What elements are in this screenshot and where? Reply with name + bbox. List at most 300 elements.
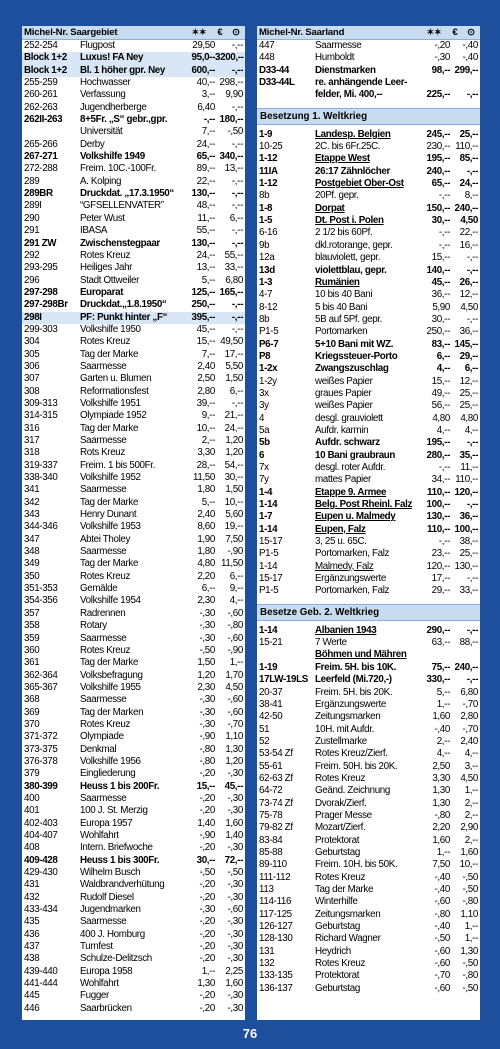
item-number: 446 (24, 1002, 40, 1014)
item-description: Volkshilfe 1949 (80, 151, 145, 163)
used-price: 2,90 (460, 822, 478, 834)
used-price: 36,-- (459, 326, 478, 338)
mint-price: 1,60 (432, 711, 450, 723)
item-number: P6-7 (259, 338, 279, 350)
used-price: 1,60 (225, 978, 243, 990)
item-description: graues Papier (315, 387, 372, 399)
list-item (22, 250, 245, 262)
mint-price: 11,50 (192, 472, 215, 484)
list-item (257, 724, 480, 736)
used-price: 100,-- (454, 523, 478, 535)
item-description: Rotes Kreuz (80, 336, 131, 348)
mint-price: 6,-- (436, 350, 450, 362)
item-description: Heydrich (315, 945, 351, 957)
item-number: 11IA (259, 165, 278, 177)
list-item (22, 608, 245, 620)
used-price: -,30 (227, 990, 243, 1002)
item-number: 73-74 Zf (259, 797, 293, 809)
item-number: 64-72 (259, 785, 283, 797)
mint-price: 63,-- (431, 637, 450, 649)
mint-price: -,20 (199, 1002, 215, 1014)
list-item (257, 203, 480, 215)
used-price: 38,-- (459, 536, 478, 548)
item-description: Dorpat (315, 202, 345, 214)
item-description: Denkmal (80, 743, 117, 755)
mint-price: -,60 (434, 982, 450, 994)
used-price: 19,-- (224, 521, 243, 533)
item-description: Rumänien (315, 276, 360, 288)
list-item (22, 805, 245, 817)
item-description: 2C. bis 6Fr.25C. (315, 141, 381, 153)
list-item (22, 299, 245, 311)
item-number (259, 89, 315, 101)
item-number: 8b (259, 190, 270, 202)
item-number: 298I (24, 311, 42, 323)
item-description: A. Kolping (80, 175, 122, 187)
list-item (257, 462, 480, 474)
list-item (257, 748, 480, 760)
mint-price: -,30 (199, 620, 215, 632)
mint-price: -,20 (199, 916, 215, 928)
mint-price: 3,30 (432, 772, 450, 784)
item-description: 5 bis 40 Bani (315, 301, 368, 313)
item-number: 136-137 (259, 982, 293, 994)
mint-price: -,20 (434, 40, 450, 51)
item-number: 358 (24, 620, 40, 632)
item-description: Mozart/Zierf. (315, 822, 366, 834)
list-item (22, 139, 245, 151)
item-description: Freim. 10C.-100Fr. (80, 163, 156, 175)
used-price: 240,-- (454, 661, 478, 673)
item-description: Rotes Kreuz (80, 644, 131, 656)
item-description: Prager Messe (315, 809, 372, 821)
item-number: 348 (24, 546, 40, 558)
mint-price: 4,-- (436, 424, 450, 436)
item-number: 13d (259, 264, 275, 276)
left-header (22, 26, 245, 40)
list-item (257, 388, 480, 400)
item-description: Wohlfahrt (80, 830, 119, 841)
used-price: -,40 (462, 40, 478, 51)
used-price: 36,-- (459, 511, 478, 523)
mint-price: 140,-- (426, 264, 450, 276)
list-item (22, 324, 245, 336)
list-item (257, 474, 480, 486)
item-number: 438 (24, 953, 40, 965)
list-item (257, 524, 480, 536)
list-item (22, 114, 245, 126)
list-item (257, 400, 480, 412)
mint-price: 40,-- (196, 77, 215, 89)
list-item (257, 983, 480, 995)
item-description: Tag der Marke (80, 422, 139, 434)
list-item (22, 262, 245, 274)
mint-price: 2,40 (197, 360, 215, 372)
used-price: 1,-- (464, 785, 478, 797)
mint-price: 1,90 (197, 533, 215, 545)
used-price: -,-- (466, 624, 478, 636)
list-item (22, 546, 245, 558)
used-price: -,50 (462, 884, 478, 895)
used-price: 165,-- (219, 286, 243, 298)
mint-price: 36,-- (431, 289, 450, 301)
used-price: 21,-- (224, 410, 243, 422)
item-description: blauviolett, gepr. (315, 252, 381, 264)
used-price: 1,-- (464, 921, 478, 933)
item-description: Ergänzungswerte (315, 698, 386, 710)
item-description: Böhmen und Mähren (315, 649, 407, 661)
item-description: Saarmesse (80, 360, 127, 372)
item-number: 1-19 (259, 661, 278, 673)
item-description: Turnfest (80, 941, 113, 953)
item-description: Luxus! FA Ney (80, 52, 144, 64)
item-number: 1-5 (259, 215, 273, 227)
list-item (257, 970, 480, 982)
used-price: -,-- (231, 237, 243, 249)
mint-price: 15,-- (196, 780, 215, 792)
used-price: 55,-- (224, 249, 243, 261)
used-price: 1,50 (225, 484, 243, 496)
mint-price: -,40 (434, 921, 450, 933)
used-price: -,-- (466, 252, 478, 264)
item-description: Saarmesse (80, 916, 127, 928)
list-item (257, 573, 480, 585)
used-price: 24,-- (459, 178, 478, 190)
item-description: Druckdat.„1.8.1950“ (80, 299, 167, 311)
used-price: 16,-- (459, 239, 478, 251)
list-item (22, 225, 245, 237)
list-item (257, 884, 480, 896)
item-number: 309-313 (24, 397, 58, 409)
item-number: 350 (24, 570, 40, 582)
mint-price: -,-- (438, 190, 450, 202)
mint-price: -,-- (203, 114, 215, 126)
mint-price: 9,-- (201, 410, 215, 422)
mint-price: -,20 (199, 768, 215, 780)
used-price: -,60 (227, 706, 243, 718)
used-price: 54,-- (224, 459, 243, 471)
list-item (257, 946, 480, 958)
mint-price: 2,-- (436, 735, 450, 747)
mint-price: -,80 (434, 908, 450, 920)
mint-price: 2,30 (197, 681, 215, 693)
used-price: -,-- (231, 397, 243, 409)
used-price: -,80 (462, 970, 478, 982)
used-price: 1,20 (225, 447, 243, 459)
item-description: Freim. 5H. bis 20K. (315, 686, 393, 698)
mint-price: 98,-- (431, 64, 450, 76)
used-price: 22,-- (459, 227, 478, 239)
item-number: 369 (24, 706, 40, 718)
list-item (257, 859, 480, 871)
item-description: Rotes Kreuz (80, 718, 131, 730)
item-description: Tag der Marken (80, 706, 144, 718)
used-price: -,-- (466, 573, 478, 585)
item-description: re. anhängende Leer- (315, 77, 408, 89)
mint-price: 6,-- (201, 583, 215, 595)
item-number: 20-37 (259, 686, 283, 698)
item-number: 351-353 (24, 583, 58, 595)
item-description: Waldbrandverhütung (80, 879, 165, 891)
used-price: 9,-- (229, 583, 243, 595)
list-item (22, 534, 245, 546)
item-description: Fugger (80, 990, 109, 1002)
item-number: 404-407 (24, 830, 58, 841)
mint-price: 30,-- (431, 215, 450, 227)
used-price: 17,-- (224, 348, 243, 360)
item-description: desgl. grauviolett (315, 412, 383, 424)
item-number: 290 (24, 212, 40, 224)
used-price: 110,-- (455, 474, 478, 486)
list-item (22, 200, 245, 212)
item-number: 1-14 (259, 560, 278, 572)
item-number: 7y (259, 474, 269, 486)
list-item (257, 153, 480, 165)
mint-price (416, 649, 450, 661)
list-item (257, 437, 480, 449)
list-item (257, 376, 480, 388)
item-number: 293-295 (24, 262, 58, 274)
used-price: 298,-- (219, 77, 243, 89)
used-price: -,40 (462, 52, 478, 64)
list-item (257, 450, 480, 462)
mint-price: 290,-- (426, 624, 450, 636)
used-price: -,30 (227, 768, 243, 780)
mint-price: 1,-- (436, 698, 450, 710)
used-price: 4,50 (460, 301, 478, 313)
used-price: -,30 (227, 805, 243, 817)
list-item (22, 633, 245, 645)
list-item (22, 163, 245, 175)
item-description: Freim. 50H. bis 20K. (315, 760, 398, 772)
used-price: 4,-- (464, 748, 478, 760)
mint-price: 1,-- (201, 965, 215, 977)
mint-price: 24,-- (196, 138, 215, 150)
item-description: Volkshilfe 1952 (80, 472, 141, 484)
left-column (22, 26, 245, 1020)
used-price: -,-- (231, 175, 243, 187)
item-description: Reformationsfest (80, 385, 149, 397)
mint-price: -,90 (199, 830, 215, 841)
list-item (22, 830, 245, 842)
used-price: 6,-- (229, 385, 243, 397)
item-number: 342 (24, 496, 40, 508)
item-description: Bl. 1 höher gpr. Ney (80, 64, 166, 76)
item-number: 291 ZW (24, 237, 57, 249)
mint-price: 29,50 (192, 40, 215, 51)
used-price: 6,-- (464, 363, 478, 375)
list-item (22, 521, 245, 533)
item-number: 6 (259, 449, 265, 461)
used-price: -,-- (466, 165, 478, 177)
used-price: -,50 (227, 867, 243, 879)
item-number: 10-25 (259, 141, 283, 153)
item-description: Etappe West (315, 153, 370, 165)
mint-price: -,80 (434, 809, 450, 821)
mint-price: 1,30 (197, 978, 215, 990)
used-price: -,-- (231, 138, 243, 150)
list-item (257, 487, 480, 499)
used-price: -,70 (227, 718, 243, 730)
list-item (22, 966, 245, 978)
mint-price: -,20 (199, 891, 215, 903)
mint-price: 83,-- (431, 338, 450, 350)
item-number: 113 (259, 884, 274, 895)
item-number: P1-5 (259, 326, 279, 338)
used-price: 2,40 (460, 735, 478, 747)
item-description: Ergänzungswerte (315, 573, 386, 585)
item-number: 289I (24, 200, 42, 212)
mint-price: 330,-- (426, 674, 450, 686)
used-price: -,50 (462, 958, 478, 970)
item-number: 114-116 (259, 896, 292, 908)
item-number: 441-444 (24, 978, 58, 990)
used-price: 4,50 (225, 681, 243, 693)
item-number: 305 (24, 348, 40, 360)
used-price: 12,-- (459, 375, 478, 387)
item-description: Geburtstag (315, 982, 360, 994)
item-number: 344-346 (24, 521, 58, 533)
mint-price: 3,30 (197, 447, 215, 459)
left-header-title: Michel-Nr. Saargebiet (24, 27, 118, 38)
item-description: Rots Kreuz (80, 447, 125, 459)
item-number: 79-82 Zf (259, 822, 293, 834)
list-item (257, 637, 480, 649)
item-number: P8 (259, 350, 271, 362)
item-number: 1-3 (259, 276, 273, 288)
list-item (22, 497, 245, 509)
item-number: 318 (24, 447, 40, 459)
item-description: Heuss 1 bis 200Fr. (80, 780, 160, 792)
mint-price: 2,-- (201, 435, 215, 446)
item-number: 1-8 (259, 202, 273, 214)
list-item (22, 89, 245, 101)
mint-price: -,70 (434, 970, 450, 982)
mint-price: 195,-- (426, 437, 450, 449)
item-number: 360 (24, 644, 40, 656)
mint-price: -,80 (199, 743, 215, 755)
list-item (257, 129, 480, 141)
list-item (22, 645, 245, 657)
item-description: Hochwasser (80, 77, 131, 89)
item-description: Olympiade 1952 (80, 410, 147, 422)
mint-price: 23,-- (431, 548, 450, 560)
mint-price: 1,30 (432, 797, 450, 809)
item-number: 7x (259, 462, 269, 473)
used-price: 26,-- (459, 276, 478, 288)
used-price: 10,-- (459, 859, 478, 871)
used-price: 120,-- (454, 486, 478, 498)
used-price: 7,50 (225, 533, 243, 545)
used-price: -,50 (462, 871, 478, 883)
item-number: 448 (259, 52, 275, 64)
item-number: 429-430 (24, 867, 58, 879)
list-item (22, 423, 245, 435)
mint-price: 600,-- (191, 64, 215, 76)
item-number: 289BR (24, 188, 53, 200)
mint-price: 39,-- (196, 397, 215, 409)
list-item (22, 77, 245, 89)
list-item (22, 781, 245, 793)
item-description: Intern. Briefwoche (80, 842, 153, 854)
mint-price: 195,-- (426, 153, 450, 165)
mint-price: 250,-- (191, 299, 215, 311)
used-price: -,-- (231, 64, 243, 76)
list-item (257, 585, 480, 597)
list-item (22, 657, 245, 669)
item-description: 5B auf 5Pf. gepr. (315, 313, 383, 325)
list-item (257, 166, 480, 178)
list-item (257, 351, 480, 363)
item-description: Leerfeld (Mi.720,-) (315, 674, 392, 686)
list-item (22, 595, 245, 607)
item-description: Dt. Post i. Polen (315, 215, 384, 227)
item-description: Malmedy, Falz (315, 560, 374, 572)
item-description: desgl. roter Aufdr. (315, 462, 386, 473)
item-number: 1-14 (259, 523, 278, 535)
mint-price: 22,-- (196, 175, 215, 187)
item-number: 370 (24, 718, 40, 730)
mint-price: 34,-- (431, 474, 450, 486)
used-price: 1,20 (225, 435, 243, 446)
used-price: -,30 (227, 953, 243, 965)
item-number: 3y (259, 400, 269, 412)
item-description: Universität (80, 126, 123, 138)
right-header (257, 26, 480, 40)
used-price: -,-- (231, 225, 243, 237)
used-price: 110,-- (455, 141, 478, 153)
used-price: 1,30 (460, 945, 478, 957)
used-price: 6,80 (460, 686, 478, 698)
used-symbol: ⊙ (232, 27, 240, 38)
list-item (257, 252, 480, 264)
mint-price: 17,-- (431, 573, 450, 585)
item-description: Saarmesse (80, 484, 127, 496)
used-price: 1,-- (229, 657, 243, 669)
item-number: 3x (259, 387, 269, 399)
mint-price: -,30 (199, 632, 215, 644)
item-number: 347 (24, 533, 40, 545)
item-number: 8-12 (259, 301, 278, 313)
item-description: Tag der Marke (80, 657, 139, 669)
mint-price: 2,30 (197, 595, 215, 607)
item-description: Saarmesse (80, 694, 127, 706)
mint-price: -,50 (199, 867, 215, 879)
item-number: 431 (24, 879, 40, 891)
mint-price: 95,0-- (191, 52, 215, 64)
mint-price: -,60 (434, 958, 450, 970)
used-price: 1,30 (225, 743, 243, 755)
list-item (257, 141, 480, 153)
item-number: 262-263 (24, 101, 58, 113)
used-price: 145,-- (454, 338, 478, 350)
used-price: 4,50 (460, 215, 478, 227)
used-price: 11,50 (220, 558, 243, 570)
used-price: -,-- (231, 101, 243, 113)
mint-price: 45,-- (431, 276, 450, 288)
list-item (22, 460, 245, 472)
item-number: 1-2y (259, 375, 277, 387)
list-item (22, 361, 245, 373)
item-description: 3, 25 u. 65C. (315, 536, 367, 548)
page-number: 76 (242, 1026, 258, 1041)
item-number: 111-112 (259, 871, 291, 883)
item-number: 272-288 (24, 163, 58, 175)
list-item (22, 731, 245, 743)
mint-price: 11,-- (197, 212, 215, 224)
item-number: D33-44L (259, 77, 295, 89)
list-item (257, 958, 480, 970)
